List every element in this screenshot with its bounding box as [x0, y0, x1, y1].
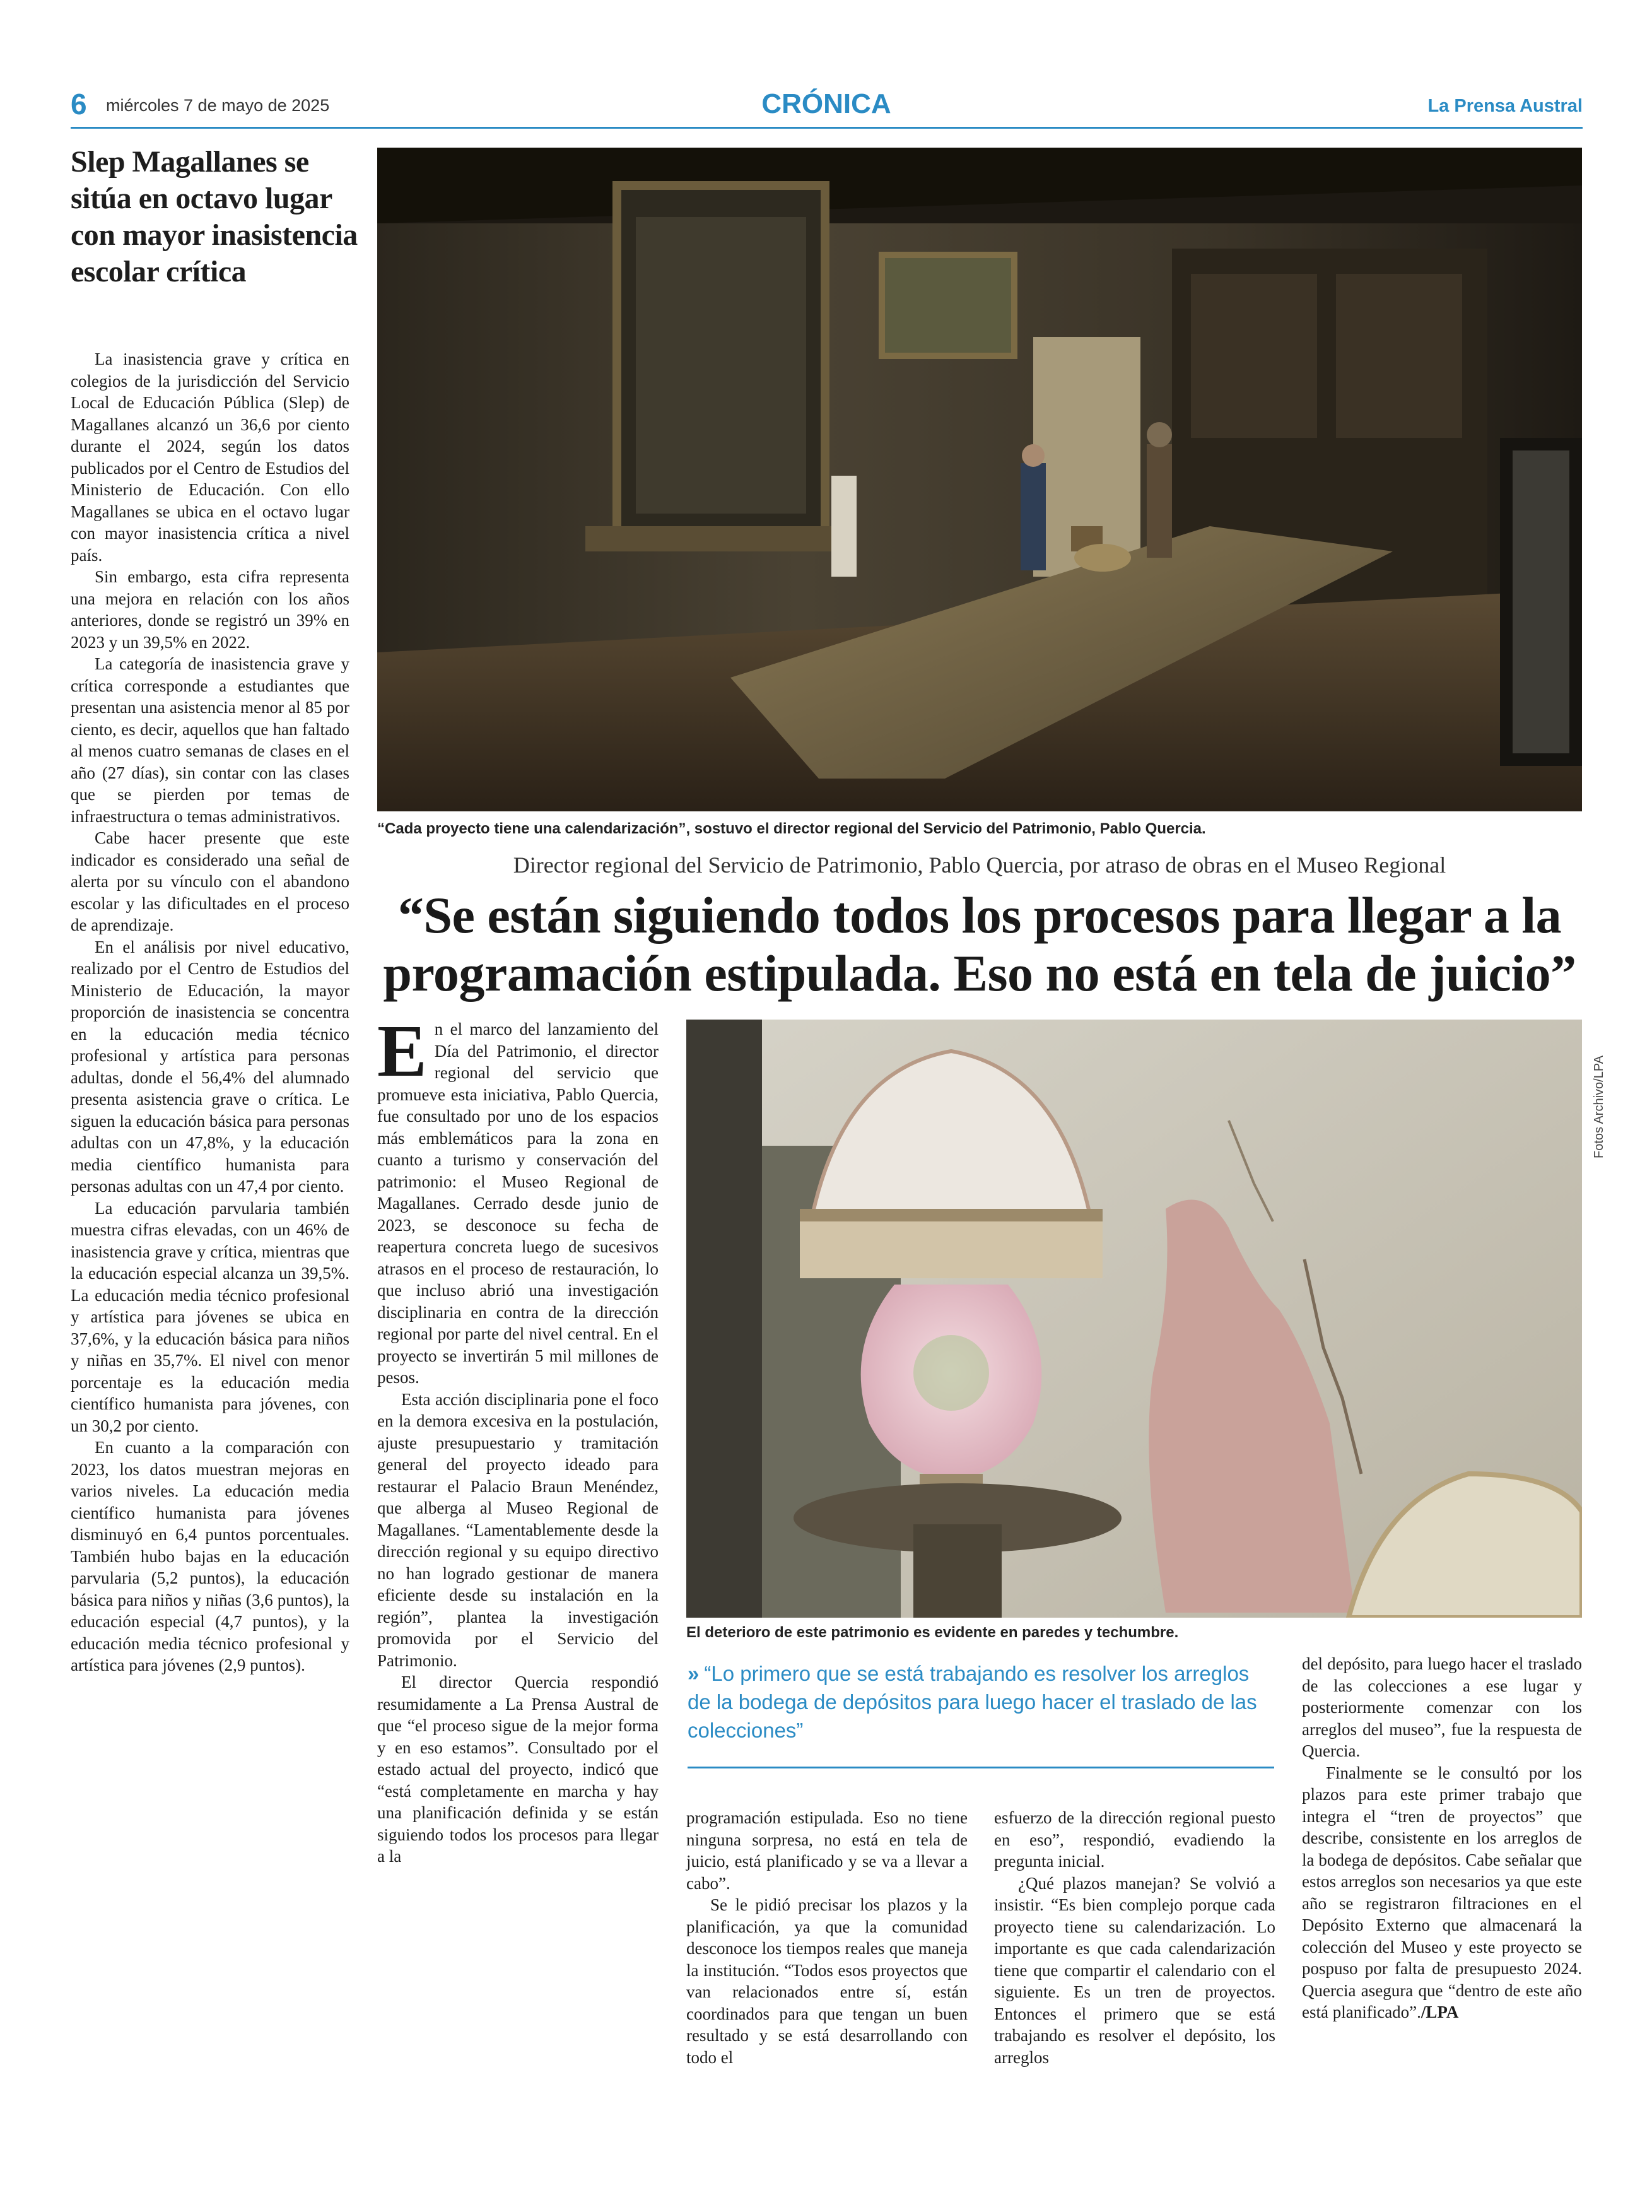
article-paragraph: del depósito, para luego hacer el traslado de las colecciones a ese lugar y posteriormente comenzar con los arreglos del museo”, fue la respuesta de Quercia. — [1302, 1654, 1582, 1760]
kicker: Director regional del Servicio de Patrimonio, Pablo Quercia, por atraso de obras en el Museo Regional — [513, 852, 1446, 878]
section-title: CRÓNICA — [761, 88, 891, 119]
photo-credit — [1588, 1020, 1606, 1209]
headline: “Se están siguiendo todos los procesos para llegar a la programación estipulada. Eso no está en tela de juicio” — [383, 886, 1576, 1002]
article-paragraph: Esta acción disciplinaria pone el foco en la demora excesiva en la postulación, ajuste presupuestario y tramitación general del proyecto ideado para restaurar el Palacio Braun Menéndez, que alberga al Museo Regional de Magallanes. “Lamentablemente desde la dirección regional y su equipo directivo no han logrado gestionar de manera eficiente desde su instalación en la región”, plantea la investigación promovida por el Servicio del Patrimonio. — [377, 1389, 659, 1670]
article-column-4 — [1302, 1653, 1582, 2023]
article-paragraph: El director Quercia respondió resumidamente a La Prensa Austral de que “el proceso sigue de la mejor forma y en eso estamos”. Consultado por el estado actual del proyecto, indicó que “está completamente en marcha y hay una planificación definida y se están siguiendo todos los procesos para llegar a la — [377, 1673, 659, 1866]
article-paragraph: esfuerzo de la dirección regional puesto en eso”, respondió, evadiendo la pregunta inicial. — [994, 1808, 1275, 1871]
article-column-3 — [994, 1807, 1275, 2068]
pull-quote-rule — [688, 1767, 1274, 1768]
newspaper-name: La Prensa Austral — [1427, 96, 1583, 116]
museum-dining-room-photo — [377, 148, 1582, 811]
article-paragraph: programación estipulada. Eso no tiene ninguna sorpresa, no está en tela de juicio, está planificado y se va a llevar a cabo”. — [686, 1808, 968, 1893]
article-paragraph: Se le pidió precisar los plazos y la planificación, ya que la comunidad desconoce los tiempos reales que maneja la institución. “Todos esos proyectos que van relacionados entre sí, están coordinados para que tengan un buen resultado y se está desarrollando con todo el — [686, 1895, 968, 2067]
side-paragraph: La categoría de inasistencia grave y crítica corresponde a estudiantes que presentan una asistencia menor al 85 por ciento, es decir, aquellos que han faltado al menos cuatro semanas de clases en el año (27 días), sin contar con las clases que se pierden por temas de infraestructura o temas administrativos. — [71, 654, 349, 826]
signature: /LPA — [1421, 2003, 1459, 2021]
article-column-2 — [686, 1807, 968, 2068]
article-column-1 — [377, 1009, 659, 1868]
edition-date: miércoles 7 de mayo de 2025 — [106, 96, 330, 115]
pull-quote-marker-icon: » — [688, 1662, 696, 1685]
article-paragraph: n el marco del lanzamiento del Día del Patrimonio, el director regional del servicio que promueve esta iniciativa, Pablo Quercia, fue consultado por uno de los espacios más emblemáticos para la zona en cuanto a turismo y conservación del patrimonio: el Museo Regional de Magallanes. Cerrado desde junio de 2023, se desconoce su fecha de reapertura concreta luego de sucesivos atrasos en el proceso de restauración, lo que incluso abrió una investigación disciplinaria en contra de la dirección regional por parte del nivel central. En el proyecto se invertirán 5 mil millones de pesos. — [377, 1020, 659, 1387]
photo-credit-text: Fotos Archivo/LPA — [1592, 1055, 1606, 1158]
side-paragraph: La inasistencia grave y crítica en colegios de la jurisdicción del Servicio Local de Educación Pública (Slep) de Magallanes alcanzó un 36,6 por ciento durante el 2024, según los datos publicados por el Centro de Estudios del Ministerio de Educación. Con ello Magallanes se ubica en el octavo lugar con mayor inasistencia crítica a nivel país. — [71, 350, 349, 565]
page-number: 6 — [71, 88, 87, 121]
article-paragraph-text: Finalmente se le consultó por los plazos para este primer trabajo que integra el “tren de proyectos” que describe, consistente en los arreglos de la bodega de depósitos. Cabe señalar que estos arreglos son necesarios ya que este año se registraron filtraciones en el Depósito Externo que almacenará la colección del Museo y este proyecto se pospuso por falta de presupuesto 2024. Quercia asegura que “dentro de este año está planificado”. — [1302, 1763, 1582, 2021]
side-paragraph: En el análisis por nivel educativo, realizado por el Centro de Estudios del Ministerio de Educación, la mayor proporción de inasistencia se concentra en la educación media técnico profesional y artística para personas adultas, donde el 56,4% del alumnado presenta asistencia grave o crítica. Le siguen la educación básica para personas adultas con un 47,8%, y la educación media científico humanista para personas adultas con un 47,4 por ciento. — [71, 937, 349, 1196]
side-paragraph: Sin embargo, esta cifra representa una mejora en relación con los años anteriores, donde se registró un 39% en 2023 y un 39,5% en 2022. — [71, 567, 349, 652]
photo-caption: “Cada proyecto tiene una calendarización”, sostuvo el director regional del Servicio del Patrimonio, Pablo Quercia. — [377, 820, 1206, 837]
deteriorated-room-photo — [686, 1020, 1582, 1618]
article-paragraph: ¿Qué plazos manejan? Se volvió a insistir. “Es bien complejo porque cada proyecto tiene su calendarización. Lo importante es que cada calendarización tiene que compartir el calendario con el siguiente. Es un tren de proyectos. Entonces el primero que se está trabajando es resolver el depósito, los arreglos — [994, 1873, 1275, 2067]
photo-caption: El deterioro de este patrimonio es evidente en paredes y techumbre. — [686, 1624, 1179, 1641]
header-rule — [71, 127, 1583, 129]
pull-quote — [688, 1659, 1274, 1744]
article-paragraph — [1302, 1762, 1582, 2023]
drop-cap: E — [377, 1009, 427, 1092]
side-paragraph: La educación parvularia también muestra cifras elevadas, con un 46% de inasistencia grave y crítica, mientras que la educación especial alcanza un 39,5%. La educación media técnico profesional y artística para jóvenes se ubica en 37,6%, y la educación básica para niños y niñas en 35,7%. El nivel con menor porcentaje es la educación media científico humanista para jóvenes, con un 30,2 por ciento. — [71, 1198, 349, 1435]
side-paragraph: En cuanto a la comparación con 2023, los datos muestran mejoras en varios niveles. La educación media científico humanista para jóvenes disminuyó en 6,4 puntos porcentuales. También hubo bajas en la educación parvularia (5,2 puntos), la educación básica para niños y niñas (3,6 puntos), la educación especial (4,7 puntos), y la educación media técnico profesional y artística para jóvenes (2,9 puntos). — [71, 1438, 349, 1674]
side-story-body — [71, 348, 349, 1676]
side-paragraph: Cabe hacer presente que este indicador es considerado una señal de alerta por su vínculo con el abandono escolar y las dificultades en el proceso de aprendizaje. — [71, 828, 349, 934]
side-story-title: Slep Magallanes se sitúa en octavo lugar con mayor inasistencia escolar crítica — [71, 145, 358, 288]
pull-quote-text: “Lo primero que se está trabajando es resolver los arreglos de la bodega de depósitos para luego hacer el traslado de las colecciones” — [688, 1662, 1257, 1742]
